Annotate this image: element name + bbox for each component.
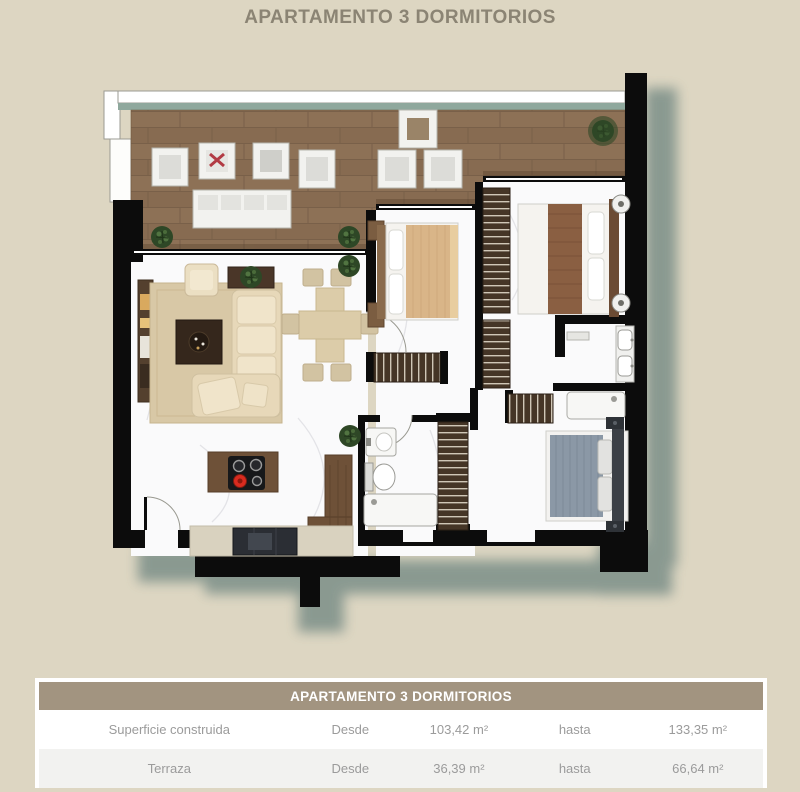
toilet	[373, 464, 395, 490]
spec-table-header: APARTAMENTO 3 DORMITORIOS	[39, 682, 763, 710]
page-title: APARTAMENTO 3 DORMITORIOS	[244, 7, 556, 28]
pergola-beam	[118, 91, 625, 103]
glass-rail	[118, 103, 625, 110]
table-row	[39, 749, 763, 788]
bedroom-2	[368, 221, 458, 327]
plant	[338, 226, 360, 248]
living-room	[138, 264, 282, 423]
shower-tub	[364, 494, 437, 526]
plant	[339, 425, 361, 447]
entry-door-leaf	[144, 497, 147, 530]
to-value: 66,64 m²	[672, 761, 724, 776]
spec-table	[35, 678, 767, 788]
plant	[338, 255, 360, 277]
from-value: 36,39 m²	[433, 761, 485, 776]
plant	[151, 226, 173, 248]
row-label: Superficie construida	[108, 722, 231, 737]
plant	[240, 266, 262, 288]
bedroom-1-master	[518, 195, 630, 317]
sink	[618, 330, 632, 350]
bathtub	[567, 392, 625, 419]
from-value: 103,42 m²	[429, 722, 489, 737]
table-row	[39, 710, 763, 749]
to-label: hasta	[558, 761, 591, 776]
row-label: Terraza	[147, 761, 191, 776]
sink	[618, 356, 632, 376]
to-label: hasta	[558, 722, 591, 737]
from-label: Desde	[331, 761, 370, 776]
to-value: 133,35 m²	[668, 722, 728, 737]
from-label: Desde	[331, 722, 370, 737]
